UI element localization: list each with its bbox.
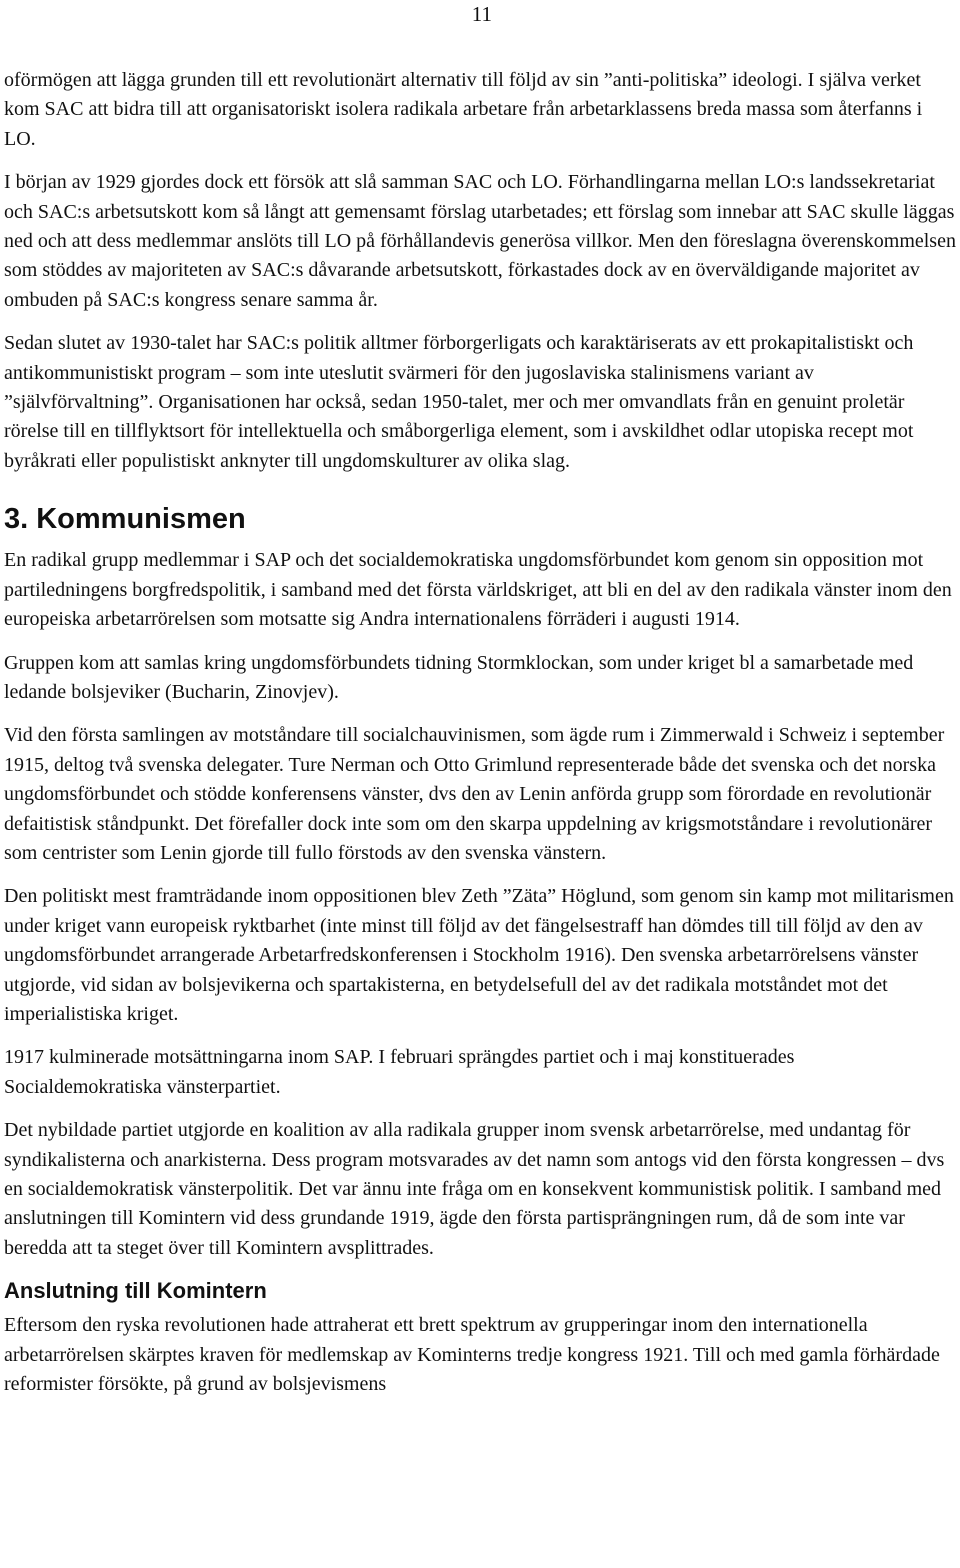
paragraph-intro-2: I början av 1929 gjordes dock ett försök att slå samman SAC och LO. Förhandlingarna mellan LO:s landssekretariat och SAC:s arbetsutskott kom så långt att gemensamt förslag utarbetades; ett förslag som innebar att SAC skulle läggas ned och att dess medlemmar anslöts till LO på förhållandevis generösa villkor. Men den föreslagna överenskommelsen som stöddes av majoriteten av SAC:s dåvarande arbetsutskott, förkastades dock av en överväldigande majoritet av ombuden på SAC:s kongress senare samma år. — [4, 171, 956, 311]
paragraph-intro-1: oförmögen att lägga grunden till ett revolutionärt alternativ till följd av sin ”anti-politiska” ideologi. I själva verket kom SAC att bidra till att organisatoriskt isolera radikala arbetare från arbetarklassens breda massa som återfanns i LO. — [4, 69, 923, 150]
paragraph-komintern-1: Eftersom den ryska revolutionen hade attraherat ett brett spektrum av grupperingar inom den internationella arbetarrörelsen skärptes kraven för medlemskap av Kominterns tredje kongress 1921. Till och med gamla förhärdade reformister försökte, på grund av bolsjevismens — [4, 1314, 940, 1396]
paragraph-intro-3: Sedan slutet av 1930-talet har SAC:s politik alltmer förborgerligats och karaktäriserats av ett prokapitalistiskt och antikommunistiskt program – som inte uteslutit svärmeri för den jugoslaviska stalinismens variant av ”självförvaltning”. Organisationen har också, sedan 1950-talet, mer och mer omvandlats från en genuint proletär rörelse till en tillflyktsort för intellektuella och småborgerliga element, som i avskildhet odlar utopiska recept mot byråkrati eller populistiskt anknyter till ungdomskulturer av olika slag. — [4, 332, 914, 472]
paragraph-kommunismen-6: Det nybildade partiet utgjorde en koalition av alla radikala grupper inom svensk arbetarrörelse, med undantag för syndikalisterna och anarkisterna. Dess program motsvarades av det namn som antogs vid den första kongressen – dvs en socialdemokratisk vänsterpolitik. Det var ännu inte fråga om en konsekvent kommunistisk politik. I samband med anslutningen till Komintern vid dess grundande 1919, ägde den första partisprängningen rum, då de som inte var beredda att ta steget över till Komintern avsplittrades. — [4, 1119, 945, 1259]
page-number: 11 — [471, 2, 492, 26]
subsection-heading-komintern: Anslutning till Komintern — [4, 1278, 267, 1304]
paragraph-kommunismen-5: 1917 kulminerade motsättningarna inom SAP. I februari sprängdes partiet och i maj konstituerades Socialdemokratiska vänsterpartiet. — [4, 1046, 795, 1098]
paragraph-kommunismen-3: Vid den första samlingen av motståndare till socialchauvinismen, som ägde rum i Zimmerwald i Schweiz i september 1915, deltog två svenska delegater. Ture Nerman och Otto Grimlund representerade både det svenska och det norska ungdomsförbundet och stödde konferensens vänster, dvs den av Lenin anförda grupp som förordade en revolutionär defaitistisk ståndpunkt. Det förefaller dock inte som om den skarpa uppdelning av krigsmotståndare i revolutionärer som centrister som Lenin gjorde till fullo förstods av den svenska vänstern. — [4, 724, 945, 864]
paragraph-kommunismen-1: En radikal grupp medlemmar i SAP och det socialdemokratiska ungdomsförbundet kom genom sin opposition mot partiledningens borgfredspolitik, i samband med det första världskriget, att bli en del av den radikala vänster inom den europeiska arbetarrörelsen som motsatte sig Andra internationalens förräderi i augusti 1914. — [4, 549, 952, 631]
document-body — [4, 66, 956, 1413]
paragraph-kommunismen-2: Gruppen kom att samlas kring ungdomsförbundets tidning Stormklockan, som under kriget bl a samarbetade med ledande bolsjeviker (Bucharin, Zinovjev). — [4, 651, 914, 703]
paragraph-kommunismen-4: Den politiskt mest framträdande inom oppositionen blev Zeth ”Zäta” Höglund, som genom sin kamp mot militarismen under kriget vann europeisk ryktbarhet (inte minst till följd av det fängelsestraff han dömdes till till följd av den av ungdomsförbundet arrangerade Arbetarfredskonferensen i Stockholm 1916). Den svenska arbetarrörelsens vänster utgjorde, vid sidan av bolsjevikerna och spartakisterna, en betydelsefull del av det radikala motståndet mot det imperialistiska kriget. — [4, 885, 954, 1025]
section-heading-kommunismen: 3. Kommunismen — [4, 503, 246, 536]
